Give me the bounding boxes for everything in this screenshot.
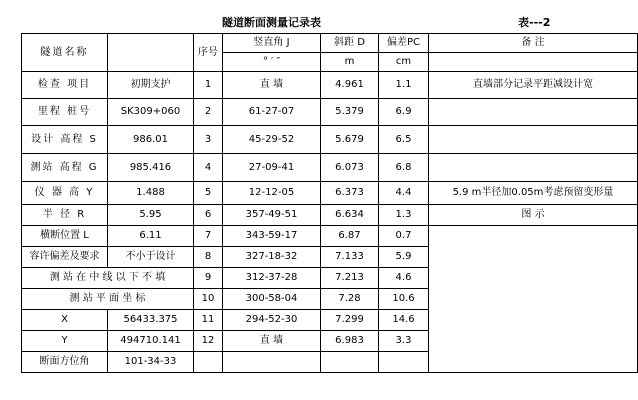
mileage-label: 里程 桩号 [22, 99, 108, 126]
seq-cell: 4 [194, 154, 223, 182]
deviation-cell: 0.7 [379, 226, 429, 247]
design-elevation-value: 986.01 [108, 126, 194, 154]
angle-cell [223, 352, 321, 373]
station-elevation-label: 测站 高程 G [22, 154, 108, 182]
seq-cell: 8 [194, 247, 223, 268]
angle-cell: 357-49-51 [223, 205, 321, 226]
table-row [22, 72, 638, 99]
seq-header: 序号 [194, 34, 223, 72]
distance-cell: 4.961 [321, 72, 379, 99]
distance-cell: 6.983 [321, 331, 379, 352]
table-row [22, 226, 638, 247]
tunnel-name-label: 隧道名称 [22, 34, 108, 72]
azimuth-value: 101-34-33 [108, 352, 194, 373]
seq-cell: 1 [194, 72, 223, 99]
table-row [22, 182, 638, 205]
distance-cell: 5.379 [321, 99, 379, 126]
deviation-cell: 3.3 [379, 331, 429, 352]
table-row [22, 205, 638, 226]
vertical-angle-units: ° ′ ″ [223, 53, 321, 72]
seq-cell: 12 [194, 331, 223, 352]
tolerance-value: 不小于设计 [108, 247, 194, 268]
angle-cell: 直 墙 [223, 331, 321, 352]
document-title: 隧道断面测量记录表 [222, 16, 321, 29]
radius-label: 半 径 R [22, 205, 108, 226]
deviation-cell: 6.5 [379, 126, 429, 154]
remarks-header: 备 注 [429, 34, 638, 53]
table-row [22, 154, 638, 182]
angle-cell: 12-12-05 [223, 182, 321, 205]
distance-cell: 7.28 [321, 289, 379, 310]
seq-cell [194, 352, 223, 373]
remark-note-straight-wall: 直墙部分记录平距减设计宽 [429, 72, 638, 99]
deviation-cell: 6.9 [379, 99, 429, 126]
seq-cell: 5 [194, 182, 223, 205]
distance-cell: 7.133 [321, 247, 379, 268]
deviation-cell: 1.3 [379, 205, 429, 226]
seq-cell: 11 [194, 310, 223, 331]
tunnel-name-value [108, 34, 194, 72]
tolerance-label: 容许偏差及要求 [22, 247, 108, 268]
x-coordinate-value: 56433.375 [108, 310, 194, 331]
mileage-value: SK309+060 [108, 99, 194, 126]
slope-distance-header: 斜距 D [321, 34, 379, 53]
seq-cell: 9 [194, 268, 223, 289]
table-number: 表---2 [518, 16, 551, 29]
deviation-cell: 4.6 [379, 268, 429, 289]
deviation-cell: 14.6 [379, 310, 429, 331]
x-coordinate-label: X [22, 310, 108, 331]
distance-cell: 6.634 [321, 205, 379, 226]
survey-record-table [21, 33, 638, 373]
deviation-cell: 1.1 [379, 72, 429, 99]
deviation-unit: cm [379, 53, 429, 72]
table-row [22, 99, 638, 126]
angle-cell: 312-37-28 [223, 268, 321, 289]
angle-cell: 61-27-07 [223, 99, 321, 126]
y-coordinate-label: Y [22, 331, 108, 352]
seq-cell: 3 [194, 126, 223, 154]
seq-cell: 7 [194, 226, 223, 247]
seq-cell: 2 [194, 99, 223, 126]
angle-cell: 45-29-52 [223, 126, 321, 154]
diagram-label: 图 示 [429, 205, 638, 226]
vertical-angle-header: 竖直角 J [223, 34, 321, 53]
slope-distance-unit: m [321, 53, 379, 72]
distance-cell: 6.87 [321, 226, 379, 247]
deviation-cell: 4.4 [379, 182, 429, 205]
remark-empty [429, 154, 638, 182]
seq-cell: 10 [194, 289, 223, 310]
instrument-height-label: 仪 器 高 Y [22, 182, 108, 205]
angle-cell: 27-09-41 [223, 154, 321, 182]
angle-cell: 直 墙 [223, 72, 321, 99]
station-note: 测 站 在 中 线 以 下 不 填 [22, 268, 194, 289]
station-elevation-value: 985.416 [108, 154, 194, 182]
angle-cell: 300-58-04 [223, 289, 321, 310]
y-coordinate-value: 494710.141 [108, 331, 194, 352]
distance-cell: 6.073 [321, 154, 379, 182]
seq-cell: 6 [194, 205, 223, 226]
cross-position-label: 横断位置 L [22, 226, 108, 247]
table-row [22, 126, 638, 154]
distance-cell [321, 352, 379, 373]
remark-note-deformation: 5.9 m半径加0.05m考虑预留变形量 [429, 182, 638, 205]
angle-cell: 327-18-32 [223, 247, 321, 268]
angle-cell: 294-52-30 [223, 310, 321, 331]
header-row [22, 34, 638, 53]
distance-cell: 5.679 [321, 126, 379, 154]
deviation-cell: 10.6 [379, 289, 429, 310]
instrument-height-value: 1.488 [108, 182, 194, 205]
diagram-area [429, 226, 638, 373]
inspect-item-label: 检查 项目 [22, 72, 108, 99]
remark-empty [429, 99, 638, 126]
deviation-header: 偏差PC [379, 34, 429, 53]
remark-empty [429, 126, 638, 154]
distance-cell: 7.213 [321, 268, 379, 289]
azimuth-label: 断面方位角 [22, 352, 108, 373]
distance-cell: 6.373 [321, 182, 379, 205]
design-elevation-label: 设计 高程 S [22, 126, 108, 154]
cross-position-value: 6.11 [108, 226, 194, 247]
radius-value: 5.95 [108, 205, 194, 226]
deviation-cell: 5.9 [379, 247, 429, 268]
deviation-cell [379, 352, 429, 373]
distance-cell: 7.299 [321, 310, 379, 331]
remarks-blank [429, 53, 638, 72]
inspect-item-value: 初期支护 [108, 72, 194, 99]
station-coordinates-label: 测 站 平 面 坐 标 [22, 289, 194, 310]
deviation-cell: 6.8 [379, 154, 429, 182]
angle-cell: 343-59-17 [223, 226, 321, 247]
